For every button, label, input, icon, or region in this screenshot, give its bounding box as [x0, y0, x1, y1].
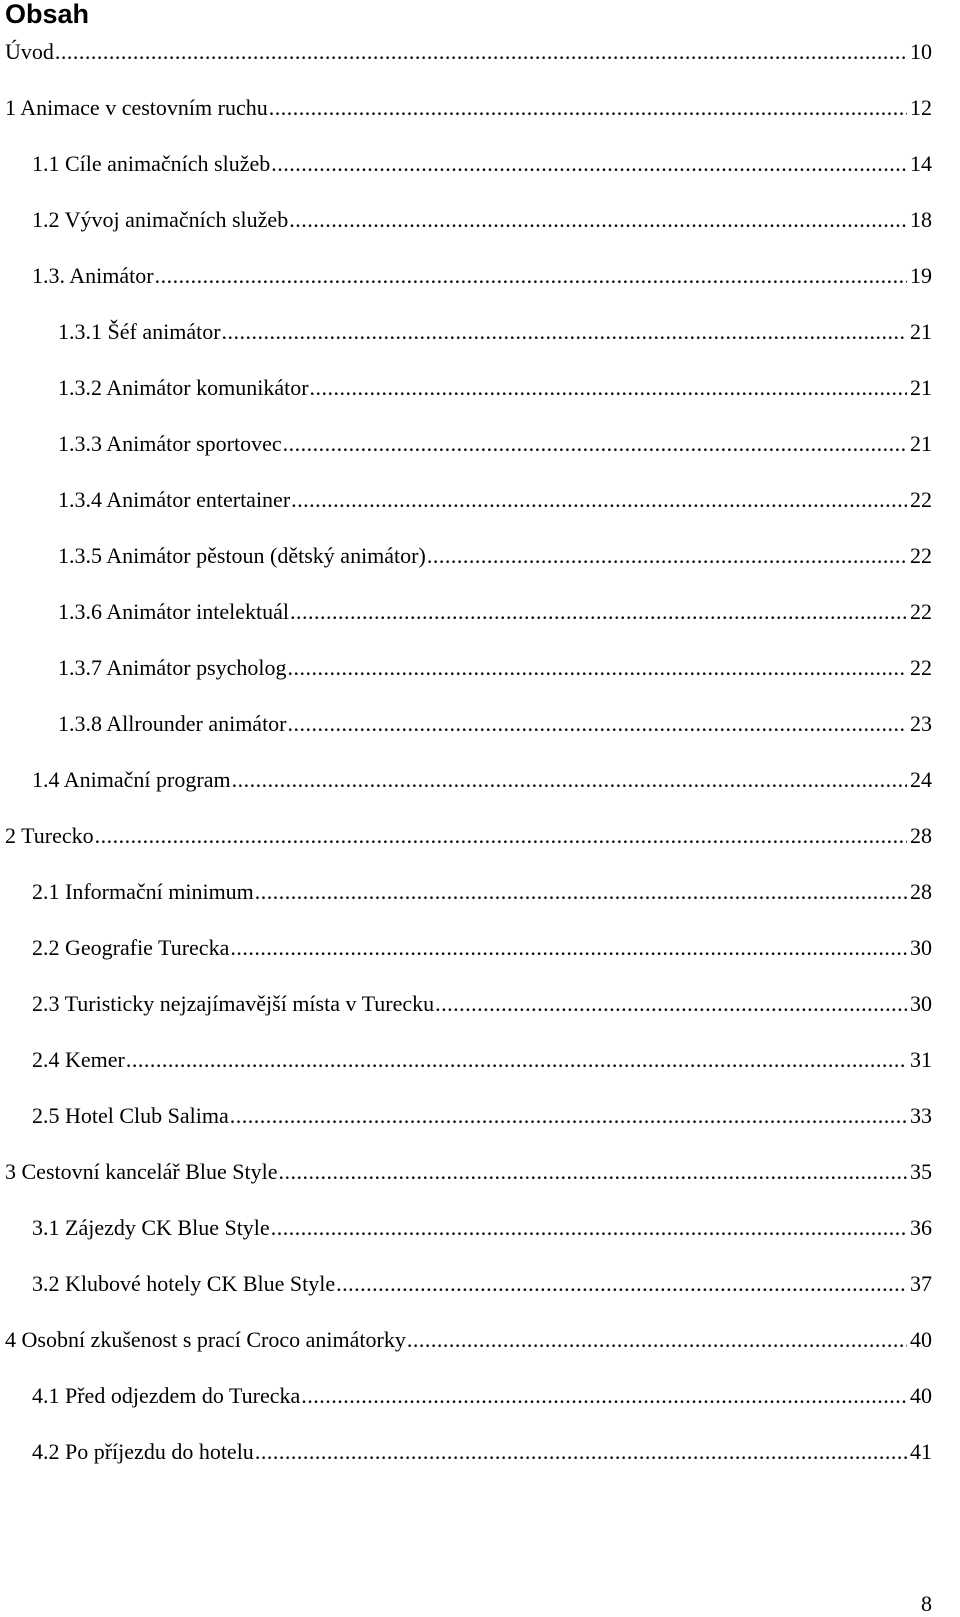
toc-entry-section-1-2[interactable]: [32, 205, 932, 235]
toc-entry-title: 1.3.7 Animátor psycholog: [58, 655, 287, 680]
toc-entry-page: 21: [910, 431, 932, 456]
toc-entry-section-1-3-1[interactable]: [58, 317, 932, 347]
toc-entry-page: 22: [910, 599, 932, 624]
toc-entry-title: 2 Turecko: [5, 823, 94, 848]
toc-entry-title: 1.3.2 Animátor komunikátor: [58, 375, 309, 400]
toc-entry-section-2-5[interactable]: [32, 1101, 932, 1131]
toc-entry-page: 30: [910, 935, 932, 960]
toc-entry-title: 4.2 Po příjezdu do hotelu: [32, 1439, 254, 1464]
toc-entry-page: 10: [910, 39, 932, 64]
toc-entry-page: 18: [910, 207, 932, 232]
toc-entry-section-1-4[interactable]: [32, 765, 932, 795]
dot-leader: [290, 597, 907, 627]
dot-leader: [255, 877, 907, 907]
dot-leader: [301, 1381, 907, 1411]
dot-leader: [288, 709, 907, 739]
toc-entry-page: 19: [910, 263, 932, 288]
dot-leader: [95, 821, 907, 851]
toc-entry-section-2-1[interactable]: [32, 877, 932, 907]
dot-leader: [427, 541, 907, 571]
toc-entry-page: 36: [910, 1215, 932, 1240]
toc-entry-section-2-3[interactable]: [32, 989, 932, 1019]
toc-entry-page: 33: [910, 1103, 932, 1128]
toc-entry-chapter-2[interactable]: [5, 821, 932, 851]
dot-leader: [255, 1437, 907, 1467]
toc-entry-title: 1.4 Animační program: [32, 767, 231, 792]
toc-entry-section-1-3-2[interactable]: [58, 373, 932, 403]
toc-entry-title: 1.3. Animátor: [32, 263, 154, 288]
dot-leader: [271, 149, 907, 179]
toc-entry-page: 21: [910, 375, 932, 400]
dot-leader: [289, 205, 907, 235]
dot-leader: [288, 653, 907, 683]
dot-leader: [336, 1269, 907, 1299]
toc-entry-section-1-3-4[interactable]: [58, 485, 932, 515]
dot-leader: [269, 93, 907, 123]
toc-entry-title: 4.1 Před odjezdem do Turecka: [32, 1383, 301, 1408]
toc-entry-page: 22: [910, 655, 932, 680]
dot-leader: [230, 1101, 907, 1131]
toc-entry-section-2-4[interactable]: [32, 1045, 932, 1075]
toc-entry-section-3-1[interactable]: [32, 1213, 932, 1243]
toc-entry-section-3-2[interactable]: [32, 1269, 932, 1299]
toc-entry-section-1-3-6[interactable]: [58, 597, 932, 627]
toc-entry-title: 3 Cestovní kancelář Blue Style: [5, 1159, 278, 1184]
toc-entry-page: 21: [910, 319, 932, 344]
toc-entry-title: 3.2 Klubové hotely CK Blue Style: [32, 1271, 336, 1296]
toc-heading: Obsah: [5, 0, 90, 29]
toc-entry-section-1-1[interactable]: [32, 149, 932, 179]
toc-entry-title: 1.3.3 Animátor sportovec: [58, 431, 282, 456]
toc-entry-page: 41: [910, 1439, 932, 1464]
dot-leader: [155, 261, 907, 291]
toc-entry-chapter-3[interactable]: [5, 1157, 932, 1187]
dot-leader: [407, 1325, 907, 1355]
toc-entry-page: 31: [910, 1047, 932, 1072]
dot-leader: [230, 933, 907, 963]
dot-leader: [310, 373, 907, 403]
toc-entry-section-1-3-3[interactable]: [58, 429, 932, 459]
dot-leader: [222, 317, 907, 347]
toc-entry-page: 40: [910, 1327, 932, 1352]
toc-entry-title: 1.3.6 Animátor intelektuál: [58, 599, 289, 624]
toc-entry-section-1-3-5[interactable]: [58, 541, 932, 571]
toc-entry-page: 14: [910, 151, 932, 176]
toc-entry-title: 1.3.4 Animátor entertainer: [58, 487, 291, 512]
dot-leader: [291, 485, 907, 515]
page-number: 8: [921, 1591, 932, 1616]
toc-entry-page: 22: [910, 543, 932, 568]
toc-entry-page: 28: [910, 879, 932, 904]
toc-entry-title: Úvod: [5, 39, 54, 64]
toc-entry-title: 1.1 Cíle animačních služeb: [32, 151, 271, 176]
toc-entry-title: 2.5 Hotel Club Salima: [32, 1103, 229, 1128]
dot-leader: [271, 1213, 907, 1243]
toc-entry-chapter-4[interactable]: [5, 1325, 932, 1355]
toc-entry-page: 30: [910, 991, 932, 1016]
toc-entry-section-2-2[interactable]: [32, 933, 932, 963]
toc-entry-title: 2.2 Geografie Turecka: [32, 935, 230, 960]
toc-entry-title: 1.3.5 Animátor pěstoun (dětský animátor): [58, 543, 426, 568]
toc-entry-title: 2.4 Kemer: [32, 1047, 125, 1072]
toc-entry-title: 1.3.8 Allrounder animátor: [58, 711, 287, 736]
dot-leader: [126, 1045, 907, 1075]
toc-entry-section-1-3-8[interactable]: [58, 709, 932, 739]
toc-entry-title: 3.1 Zájezdy CK Blue Style: [32, 1215, 270, 1240]
toc-entry-page: 12: [910, 95, 932, 120]
toc-entry-page: 28: [910, 823, 932, 848]
toc-entry-section-1-3[interactable]: [32, 261, 932, 291]
toc-entry-section-4-2[interactable]: [32, 1437, 932, 1467]
toc-entry-page: 40: [910, 1383, 932, 1408]
dot-leader: [283, 429, 907, 459]
toc-entry-chapter-1[interactable]: [5, 93, 932, 123]
toc-entry-title: 1 Animace v cestovním ruchu: [5, 95, 268, 120]
toc-entry-title: 2.1 Informační minimum: [32, 879, 254, 904]
toc-entry-page: 35: [910, 1159, 932, 1184]
toc-entry-page: 22: [910, 487, 932, 512]
toc-entry-uvod[interactable]: [5, 37, 932, 67]
toc-entry-title: 1.2 Vývoj animačních služeb: [32, 207, 289, 232]
toc-entry-title: 1.3.1 Šéf animátor: [58, 319, 221, 344]
dot-leader: [232, 765, 907, 795]
toc-entry-title: 4 Osobní zkušenost s prací Croco animátorky: [5, 1327, 406, 1352]
toc-entry-title: 2.3 Turisticky nejzajímavější místa v Turecku: [32, 991, 435, 1016]
toc-entry-page: 37: [910, 1271, 932, 1296]
toc-entry-section-1-3-7[interactable]: [58, 653, 932, 683]
toc-entry-page: 24: [910, 767, 932, 792]
dot-leader: [279, 1157, 908, 1187]
dot-leader: [55, 37, 907, 67]
toc-entry-page: 23: [910, 711, 932, 736]
dot-leader: [435, 989, 907, 1019]
toc-entry-section-4-1[interactable]: [32, 1381, 932, 1411]
